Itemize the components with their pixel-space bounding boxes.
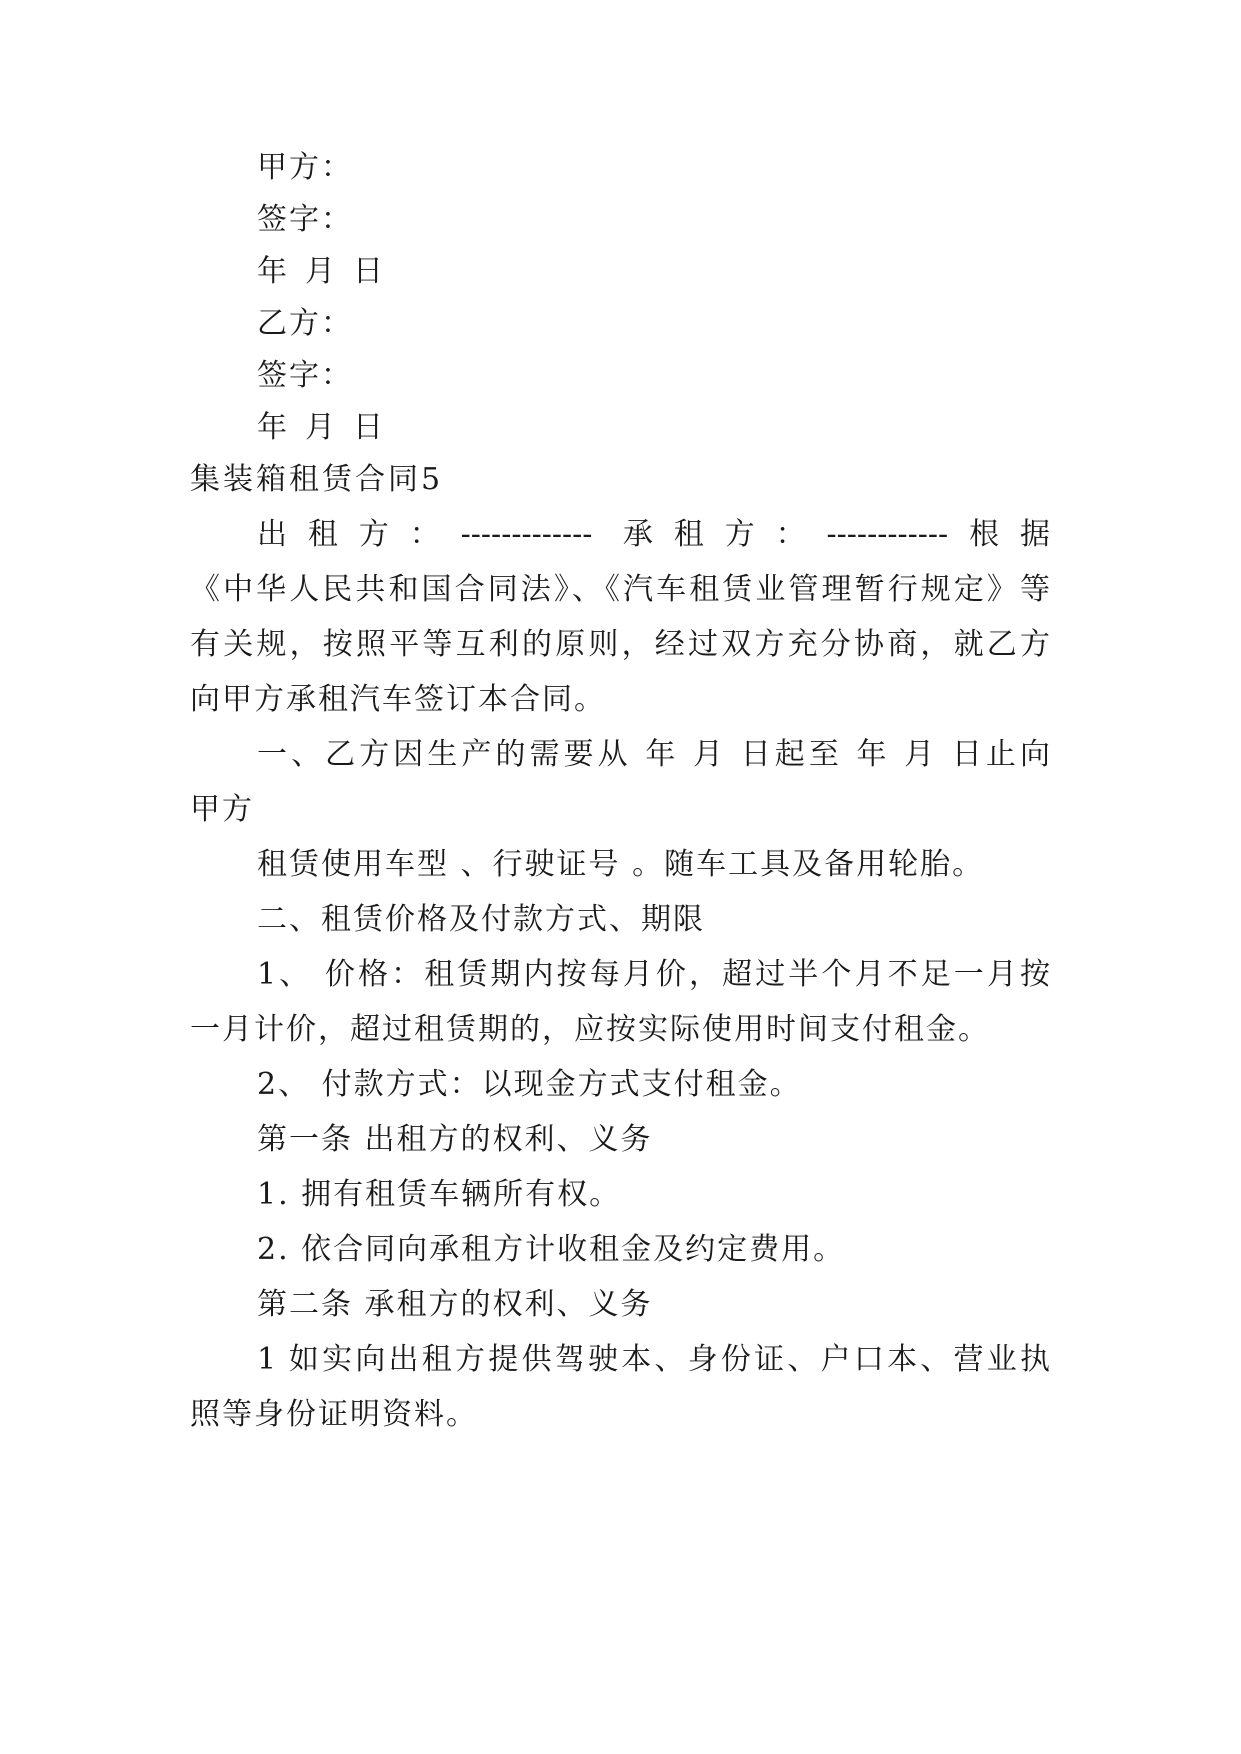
article-2-item-1-line-1: 1 如实向出租方提供驾驶本、身份证、户口本、营业执 xyxy=(257,1342,1050,1377)
intro-line-1: 出租方：------------- 承租方：------------根据 xyxy=(257,517,1050,552)
payment-line: 2、 付款方式：以现金方式支付租金。 xyxy=(257,1067,802,1102)
day-label: 日 xyxy=(353,410,383,445)
clause-1-line-1: 一、乙方因生产的需要从 年 月 日起至 年 月 日止向 xyxy=(257,737,1050,772)
price-line-2: 一月计价，超过租赁期的，应按实际使用时间支付租金。 xyxy=(190,1012,990,1047)
clause-1-detail: 租赁使用车型 、行驶证号 。随车工具及备用轮胎。 xyxy=(257,847,985,882)
party-b-label: 乙方： xyxy=(257,306,353,341)
party-b-date xyxy=(257,408,1050,448)
intro-line-3: 有关规，按照平等互利的原则，经过双方充分协商，就乙方 xyxy=(190,627,1050,662)
clause-1-line-2: 甲方 xyxy=(190,792,254,827)
article-2-item-1-line-2: 照等身份证明资料。 xyxy=(190,1397,478,1432)
party-a-date xyxy=(257,252,1050,292)
intro-line-4: 向甲方承租汽车签订本合同。 xyxy=(190,682,606,717)
year-label: 年 xyxy=(257,410,287,445)
month-label: 月 xyxy=(305,410,335,445)
clause-2-title: 二、租赁价格及付款方式、期限 xyxy=(257,902,705,937)
intro-line-2: 《中华人民共和国合同法》、《汽车租赁业管理暂行规定》等 xyxy=(190,572,1050,607)
party-a-label: 甲方： xyxy=(257,150,353,185)
article-1-title: 第一条 出租方的权利、义务 xyxy=(257,1122,653,1157)
article-1-item-2: 2. 依合同向承租方计收租金及约定费用。 xyxy=(257,1232,846,1267)
party-a-signature-label: 签字： xyxy=(257,202,353,237)
day-label: 日 xyxy=(353,254,383,289)
party-b-signature-label: 签字： xyxy=(257,358,353,393)
year-label: 年 xyxy=(257,254,287,289)
article-1-item-1: 1. 拥有租赁车辆所有权。 xyxy=(257,1177,622,1212)
contract-title: 集装箱租赁合同5 xyxy=(190,462,444,497)
month-label: 月 xyxy=(305,254,335,289)
article-2-title: 第二条 承租方的权利、义务 xyxy=(257,1287,653,1322)
price-line-1: 1、 价格：租赁期内按每月价，超过半个月不足一月按 xyxy=(257,957,1050,992)
